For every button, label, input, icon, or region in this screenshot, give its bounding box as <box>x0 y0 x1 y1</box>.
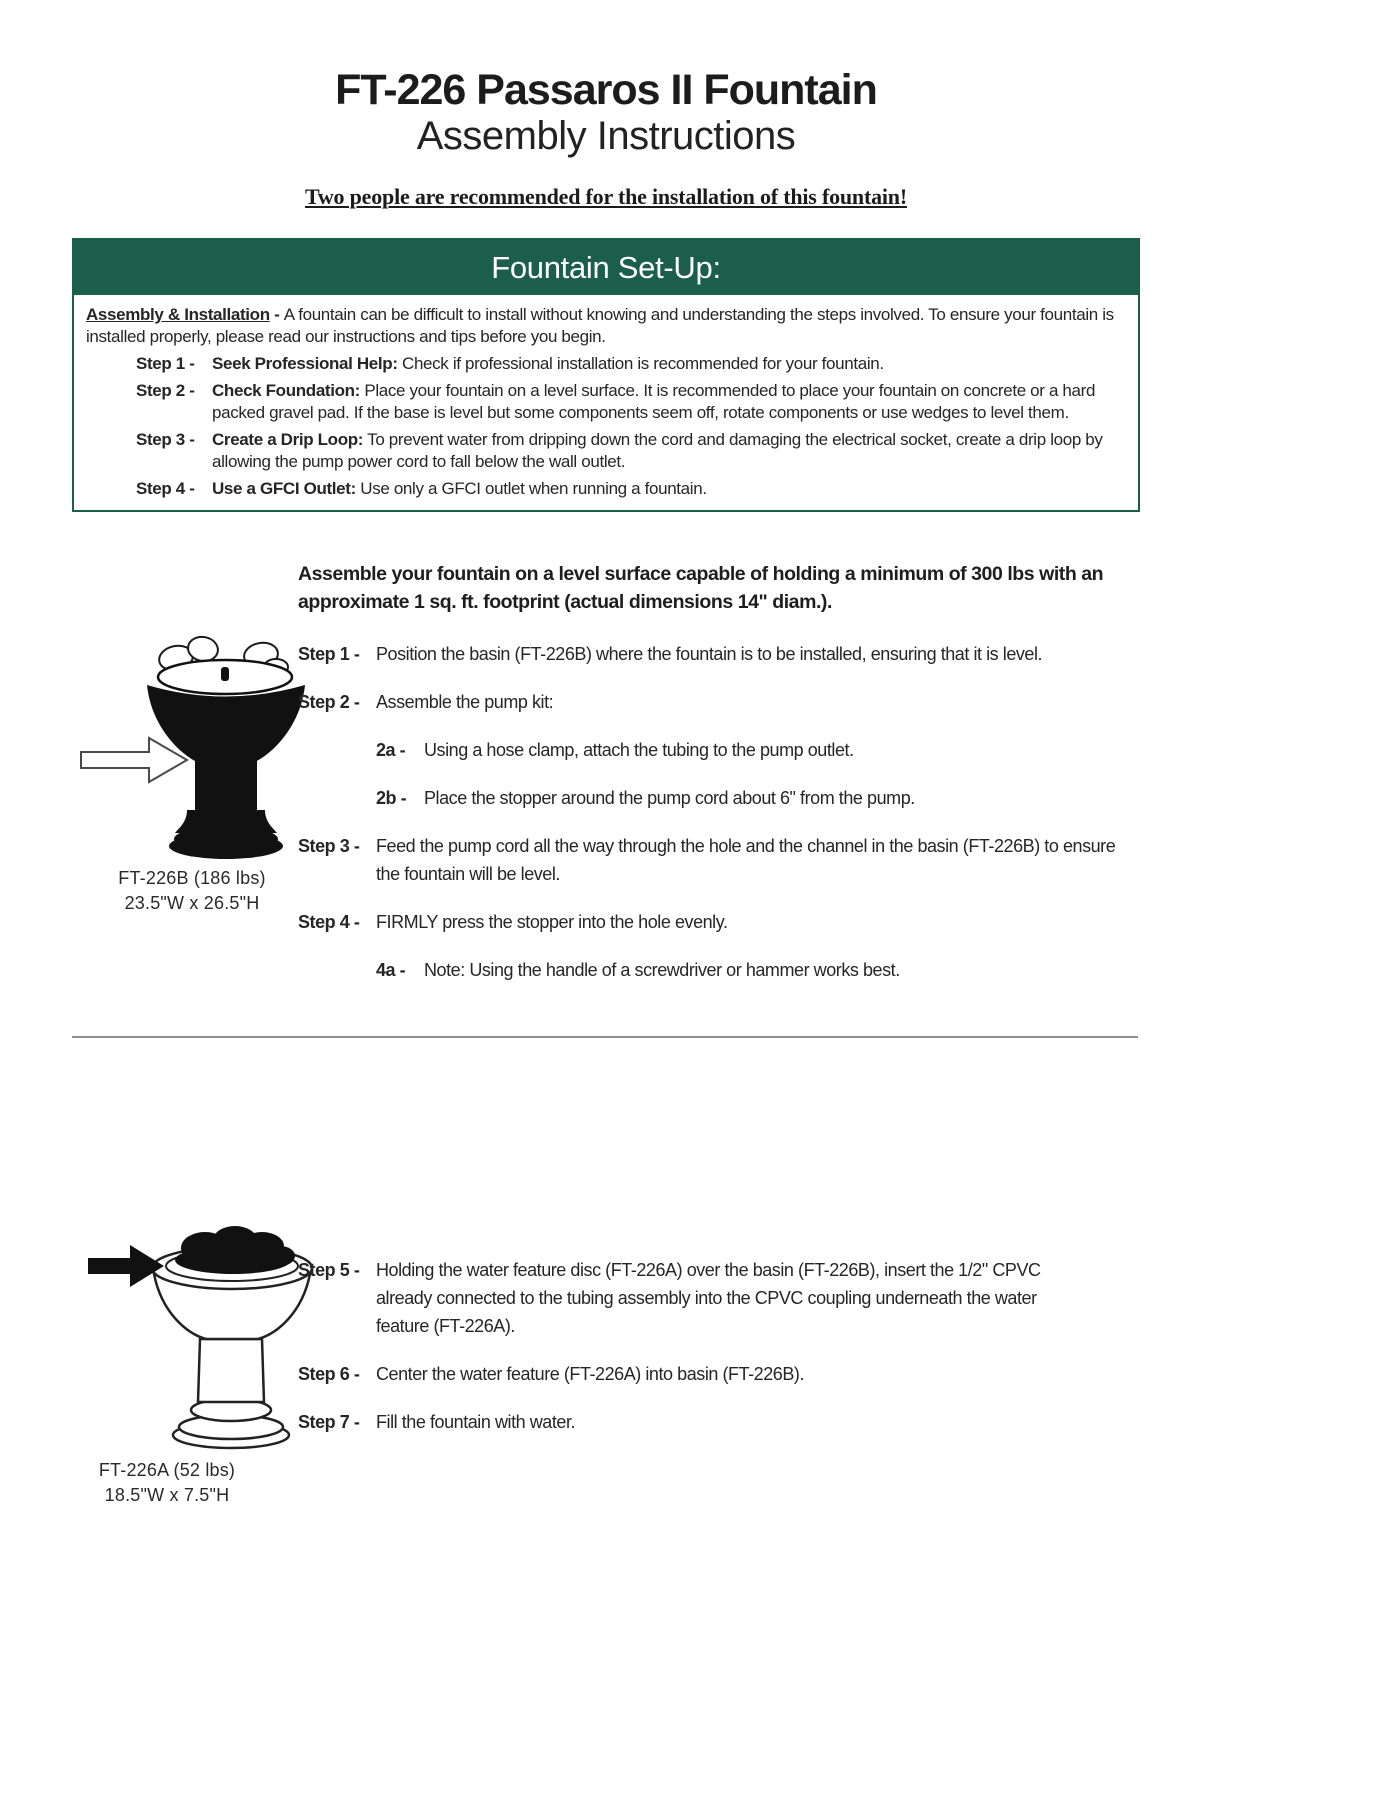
basin-caption <box>92 866 292 916</box>
pedestal-column-outline <box>198 1339 264 1402</box>
setup-step-3-label: Step 3 - <box>136 430 195 449</box>
water-feature-caption-line2: 18.5"W x 7.5"H <box>104 1485 230 1505</box>
page-title: FT-226 Passaros II Fountain <box>335 66 877 114</box>
cord-slot <box>221 667 229 681</box>
arrow-right-icon <box>81 738 187 782</box>
step-1-label: Step 1 - <box>298 644 360 664</box>
water-feature-rocks <box>175 1226 295 1274</box>
setup-box <box>72 238 1140 512</box>
two-people-notice: Two people are recommended for the installation of this fountain! <box>305 184 907 209</box>
step-5 <box>298 1256 1093 1340</box>
level-surface-intro: Assemble your fountain on a level surface capable of holding a minimum of 300 lbs with an approximate 1 sq. ft. footprint (actual dimensions 14" diam.). <box>298 563 1104 613</box>
setup-step-1-label: Step 1 - <box>136 354 195 373</box>
water-feature-illustration <box>70 1222 320 1454</box>
basin-instructions <box>298 560 1138 1004</box>
base-ring-2 <box>169 833 283 859</box>
step-6-label: Step 6 - <box>298 1364 360 1384</box>
setup-intro-label: Assembly & Installation <box>86 305 270 324</box>
setup-box-body <box>74 295 1138 510</box>
water-feature-steps <box>298 1256 1093 1436</box>
step-4-text: FIRMLY press the stopper into the hole evenly. <box>376 912 728 932</box>
step-2b <box>376 784 1138 812</box>
step-2-text: Assemble the pump kit: <box>376 692 554 712</box>
step-2b-text: Place the stopper around the pump cord about 6" from the pump. <box>424 788 915 808</box>
step-4-label: Step 4 - <box>298 912 360 932</box>
water-feature-instructions <box>298 1256 1093 1456</box>
basin-steps <box>298 640 1138 984</box>
step-1 <box>298 640 1138 668</box>
setup-intro-dash: - <box>269 305 284 324</box>
step-5-label: Step 5 - <box>298 1260 360 1280</box>
setup-steps <box>136 353 1124 500</box>
setup-step-2-text: Check Foundation: Place your fountain on a level surface. It is recommended to place your fountain on concrete or a hard packed gravel pad. If the base is level but some components seem off, rotate components or use wedges to level them. <box>212 381 1096 422</box>
step-2a-text: Using a hose clamp, attach the tubing to the pump outlet. <box>424 740 854 760</box>
setup-intro-text: A fountain can be difficult to install without knowing and understanding the steps involved. To ensure your fountain is installed properly, please read our instructions and tips before you begin. <box>86 305 1114 346</box>
step-3-text: Feed the pump cord all the way through the hole and the channel in the basin (FT-226B) to ensure the fountain will be level. <box>376 836 1116 884</box>
step-6 <box>298 1360 1093 1388</box>
step-7-text: Fill the fountain with water. <box>376 1412 576 1432</box>
step-3-label: Step 3 - <box>298 836 360 856</box>
step-2-label: Step 2 - <box>298 692 360 712</box>
setup-step-1-text: Seek Professional Help: Check if professional installation is recommended for your fountain. <box>212 354 884 373</box>
step-7 <box>298 1408 1093 1436</box>
step-4a <box>376 956 1138 984</box>
setup-step-4 <box>136 478 1124 500</box>
setup-step-2 <box>136 380 1124 424</box>
setup-step-4-label: Step 4 - <box>136 479 195 498</box>
step-4a-text: Note: Using the handle of a screwdriver or hammer works best. <box>424 960 900 980</box>
water-feature-caption-line1: FT-226A (52 lbs) <box>98 1460 236 1480</box>
step-2b-label: 2b - <box>376 788 407 808</box>
setup-step-2-label: Step 2 - <box>136 381 195 400</box>
basin-illustration <box>75 622 310 862</box>
section-divider <box>72 1036 1138 1038</box>
step-3 <box>298 832 1138 888</box>
pedestal-column <box>195 760 257 812</box>
basin-caption-line1: FT-226B (186 lbs) <box>118 868 266 888</box>
water-feature-caption <box>67 1458 267 1508</box>
step-4a-label: 4a - <box>376 960 406 980</box>
step-6-text: Center the water feature (FT-226A) into basin (FT-226B). <box>376 1364 804 1384</box>
step-7-label: Step 7 - <box>298 1412 360 1432</box>
setup-intro <box>86 304 1124 348</box>
page-subtitle: Assembly Instructions <box>416 114 796 158</box>
setup-step-3-text: Create a Drip Loop: To prevent water from dripping down the cord and damaging the electrical socket, create a drip loop by allowing the pump power cord to fall below the wall outlet. <box>212 430 1103 471</box>
setup-step-3 <box>136 429 1124 473</box>
step-5-text: Holding the water feature disc (FT-226A) over the basin (FT-226B), insert the 1/2" CPVC already connected to the tubing assembly into the CPVC coupling underneath the water feature (FT-226A). <box>376 1260 1041 1336</box>
basin-figure <box>75 622 310 862</box>
water-feature-figure <box>70 1222 320 1454</box>
step-4 <box>298 908 1138 936</box>
step-2 <box>298 688 1138 716</box>
step-1-text: Position the basin (FT-226B) where the fountain is to be installed, ensuring that it is level. <box>376 644 1043 664</box>
step-2a <box>376 736 1138 764</box>
setup-step-4-text: Use a GFCI Outlet: Use only a GFCI outlet when running a fountain. <box>212 479 707 498</box>
arrow-right-icon <box>88 1245 164 1287</box>
step-2a-label: 2a - <box>376 740 406 760</box>
setup-box-header: Fountain Set-Up: <box>74 240 1138 295</box>
basin-caption-line2: 23.5"W x 26.5"H <box>124 893 260 913</box>
setup-step-1 <box>136 353 1124 375</box>
